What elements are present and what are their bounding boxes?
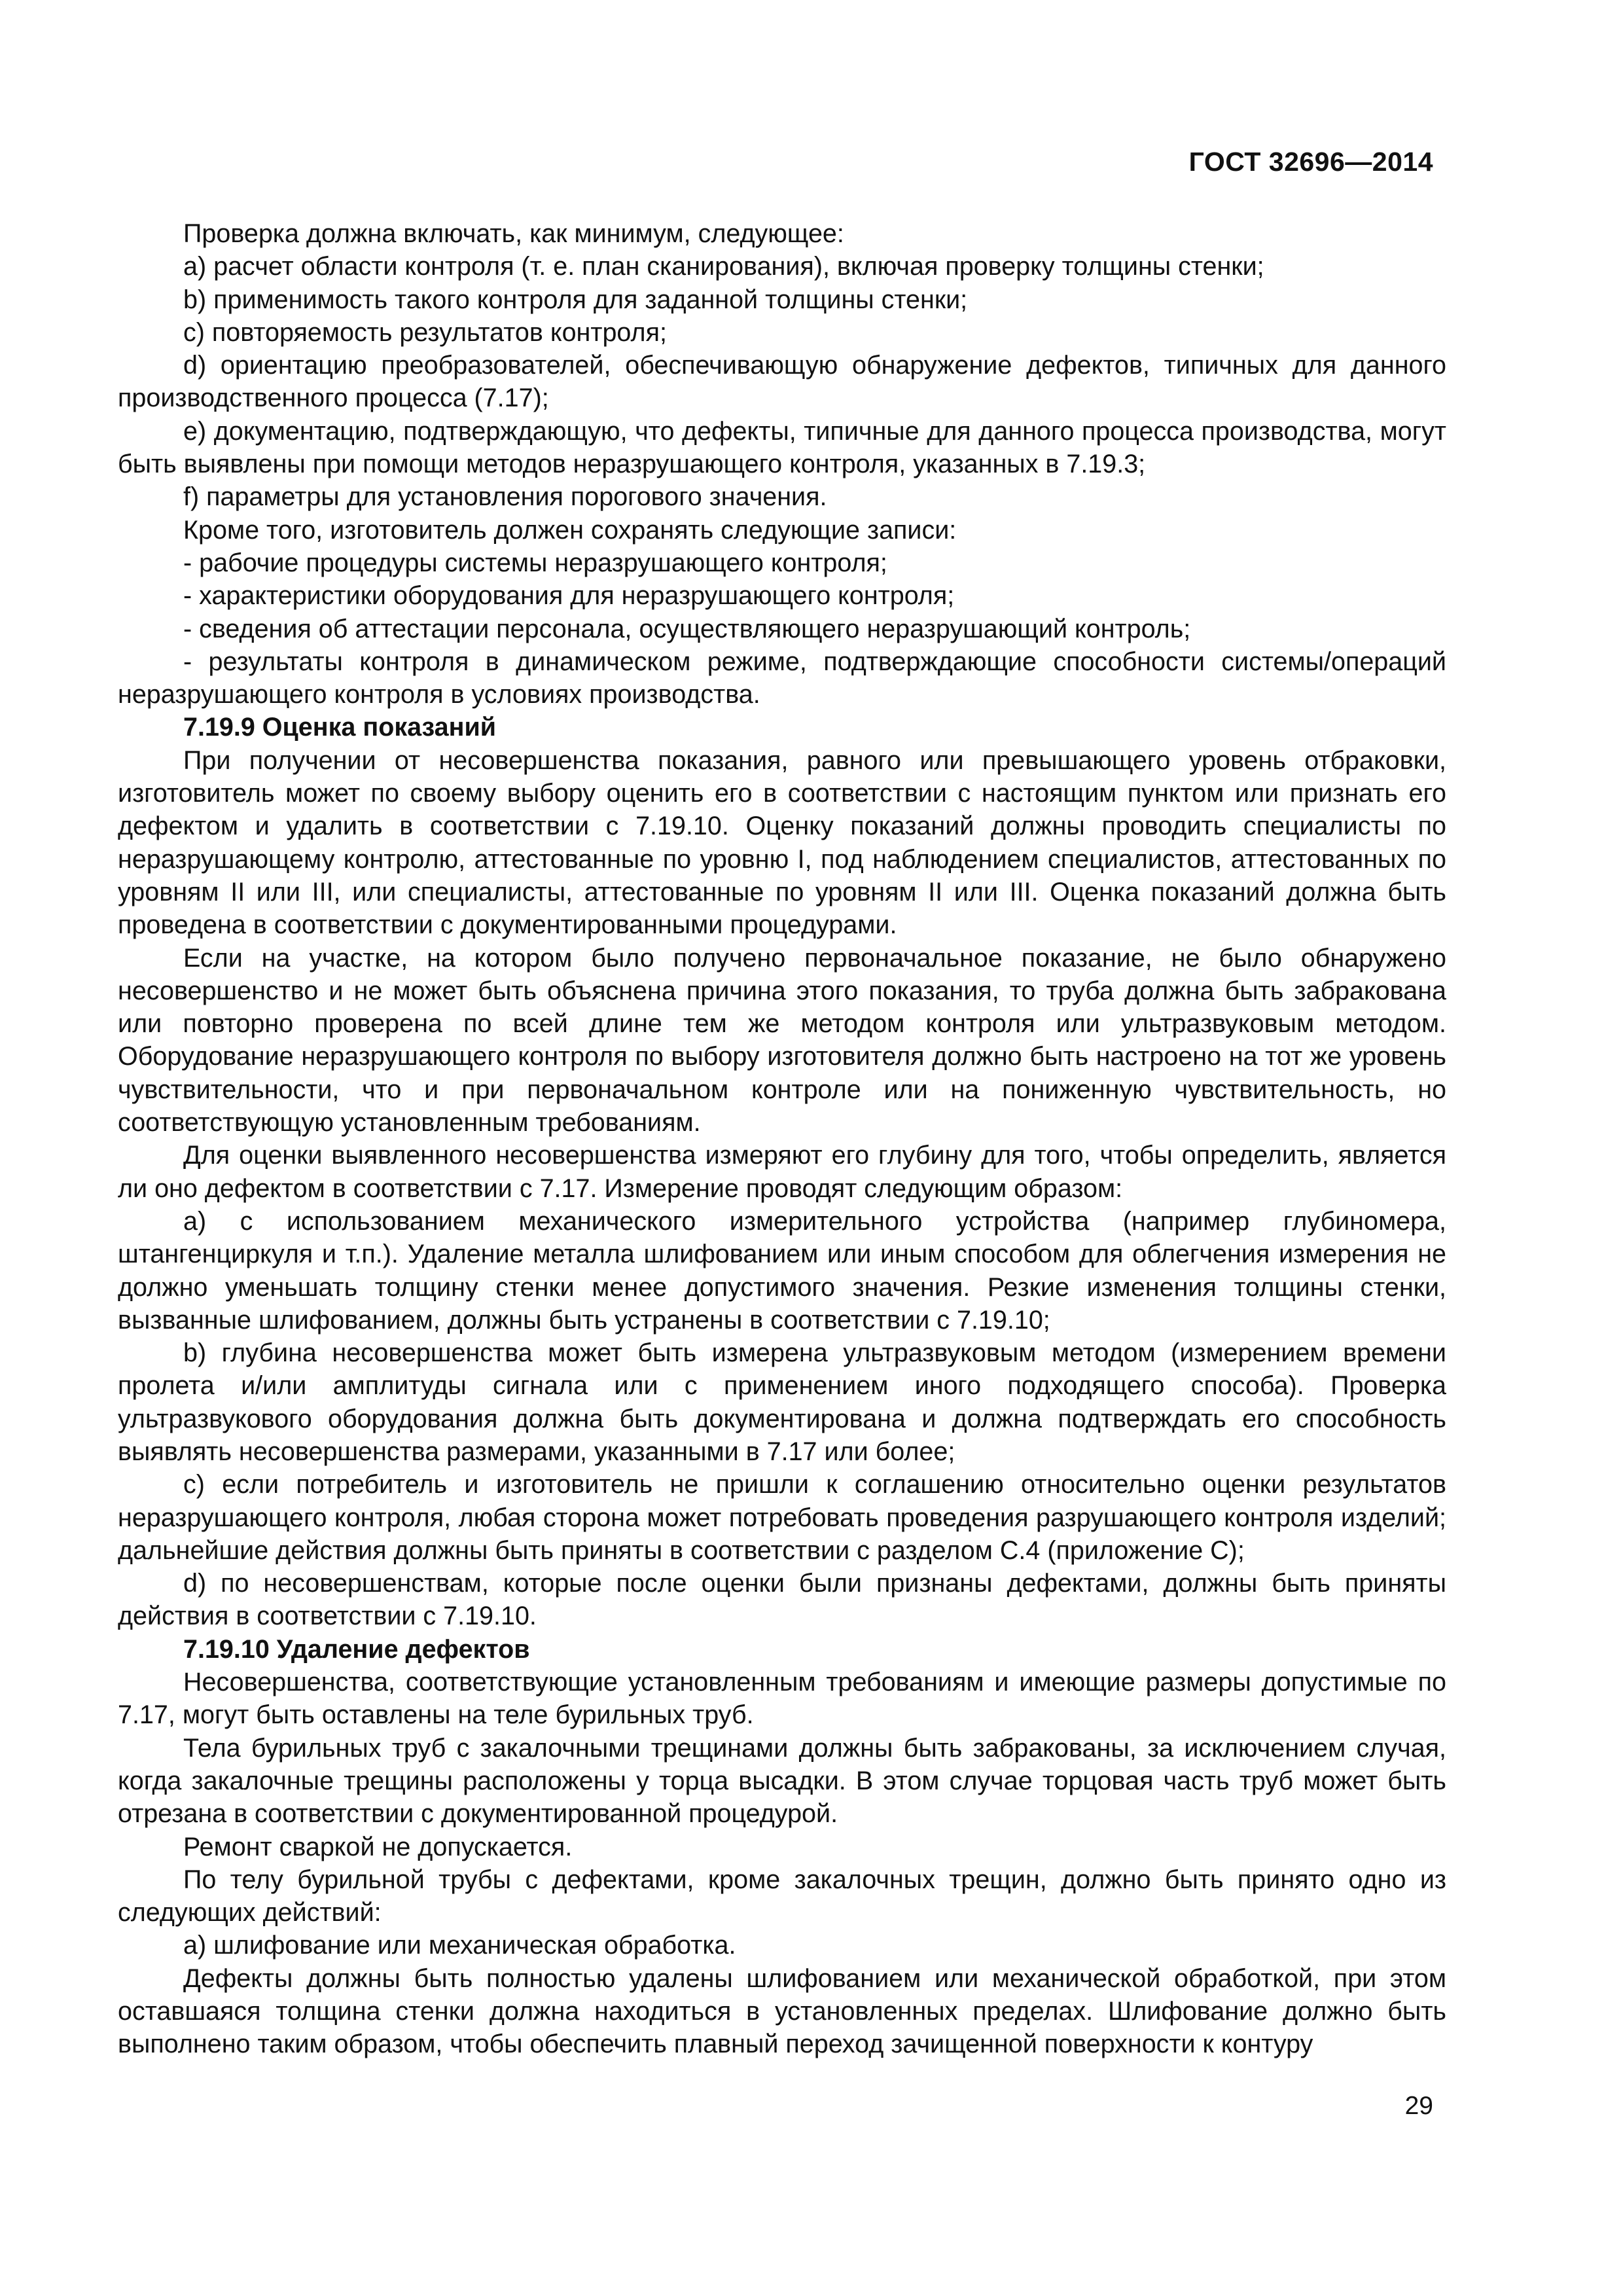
section-heading: 7.19.9 Оценка показаний bbox=[183, 713, 497, 742]
body-paragraph: e) документацию, подтверждающую, что дефекты, типичные для данного процесса производства, могут быть выявлены при помощи методов неразрушающего контроля, указанных в 7.19.3; bbox=[118, 416, 1446, 479]
body-paragraph: - характеристики оборудования для неразрушающего контроля; bbox=[183, 581, 955, 611]
body-paragraph: a) расчет области контроля (т. е. план сканирования), включая проверку толщины стенки; bbox=[183, 252, 1264, 281]
body-paragraph: Несовершенства, соответствующие установленным требованиям и имеющие размеры допустимые по 7.17, могут быть оставлены на теле бурильных труб. bbox=[118, 1668, 1446, 1730]
body-paragraph: Ремонт сваркой не допускается. bbox=[183, 1832, 573, 1861]
body-paragraph: Проверка должна включать, как минимум, следующее: bbox=[183, 219, 844, 248]
body-paragraph: b) глубина несовершенства может быть измерена ультразвуковым методом (измерением времени пролета и/или амплитуды сигнала или с применением иного подходящего способа). Проверка ультразвукового оборудования должна быть документирована и должна подтверждать его способность выявлять несовершенства размерами, указанными в 7.17 или более; bbox=[118, 1338, 1446, 1466]
body-paragraph: a) шлифование или механическая обработка. bbox=[183, 1931, 736, 1960]
body-paragraph: Если на участке, на котором было получено первоначальное показание, не было обнаружено несовершенство и не может быть объяснена причина этого показания, то труба должна быть забракована или повторно проверена по всей длине тем же методом контроля или ультразвуковым методом. Оборудование неразрушающего контроля по выбору изготовителя должно быть настроено на тот же уровень чувствительности, что и при первоначальном контроле или на пониженную чувствительность, но соответствующую установленным требованиям. bbox=[118, 943, 1446, 1138]
body-paragraph: c) если потребитель и изготовитель не пришли к соглашению относительно оценки результатов неразрушающего контроля, любая сторона может потребовать проведения разрушающего контроля изделий; дальнейшие действия должны быть приняты в соответствии с разделом C.4 (приложение C); bbox=[118, 1470, 1446, 1565]
body-paragraph: d) ориентацию преобразователей, обеспечивающую обнаружение дефектов, типичных для данного производственного процесса (7.17); bbox=[118, 351, 1446, 413]
page-number: 29 bbox=[1404, 2092, 1433, 2120]
body-paragraph: Тела бурильных труб с закалочными трещинами должны быть забракованы, за исключением случая, когда закалочные трещины расположены у торца высадки. В этом случае торцовая часть труб может быть отрезана в соответствии с документированной процедурой. bbox=[118, 1733, 1446, 1829]
body-paragraph: - рабочие процедуры системы неразрушающего контроля; bbox=[183, 548, 887, 577]
body-paragraph: a) с использованием механического измерительного устройства (например глубиномера, штангенциркуля и т.п.). Удаление металла шлифованием или иным способом для облегчения измерения не должно уменьшать толщину стенки менее допустимого значения. Резкие изменения толщины стенки, вызванные шлифованием, должны быть устранены в соответствии с 7.19.10; bbox=[118, 1206, 1446, 1335]
body-paragraph: Дефекты должны быть полностью удалены шлифованием или механической обработкой, при этом оставшаяся толщина стенки должна находиться в установленных пределах. Шлифование должно быть выполнено таким образом, чтобы обеспечить плавный переход зачищенной поверхности к контуру bbox=[118, 1964, 1446, 2059]
body-paragraph: f) параметры для установления порогового значения. bbox=[183, 482, 827, 512]
body-paragraph: Для оценки выявленного несовершенства измеряют его глубину для того, чтобы определить, является ли оно дефектом в соответствии с 7.17. Измерение проводят следующим образом: bbox=[118, 1141, 1446, 1203]
body-paragraph: b) применимость такого контроля для заданной толщины стенки; bbox=[183, 285, 968, 314]
body-paragraph: - сведения об аттестации персонала, осуществляющего неразрушающий контроль; bbox=[183, 614, 1191, 643]
body-paragraph: - результаты контроля в динамическом режиме, подтверждающие способности системы/операций неразрушающего контроля в условиях производства. bbox=[118, 647, 1446, 709]
body-paragraph: По телу бурильной трубы с дефектами, кроме закалочных трещин, должно быть принято одно из следующих действий: bbox=[118, 1865, 1446, 1928]
body-paragraph: d) по несовершенствам, которые после оценки были признаны дефектами, должны быть приняты действия в соответствии с 7.19.10. bbox=[118, 1569, 1446, 1631]
body-paragraph: Кроме того, изготовитель должен сохранять следующие записи: bbox=[183, 515, 957, 545]
document-body bbox=[118, 217, 1446, 2061]
standard-header: ГОСТ 32696—2014 bbox=[1188, 147, 1433, 177]
body-paragraph: При получении от несовершенства показания, равного или превышающего уровень отбраковки, изготовитель может по своему выбору оценить его в соответствии с настоящим пунктом или признать его дефектом и удалить в соответствии с 7.19.10. Оценку показаний должны проводить специалисты по неразрушающему контролю, аттестованные по уровню I, под наблюдением специалистов, аттестованных по уровням II или III, или специалисты, аттестованные по уровням II или III. Оценка показаний должна быть проведена в соответствии с документированными процедурами. bbox=[118, 745, 1446, 940]
body-paragraph: c) повторяемость результатов контроля; bbox=[183, 317, 667, 347]
section-heading: 7.19.10 Удаление дефектов bbox=[183, 1634, 530, 1664]
